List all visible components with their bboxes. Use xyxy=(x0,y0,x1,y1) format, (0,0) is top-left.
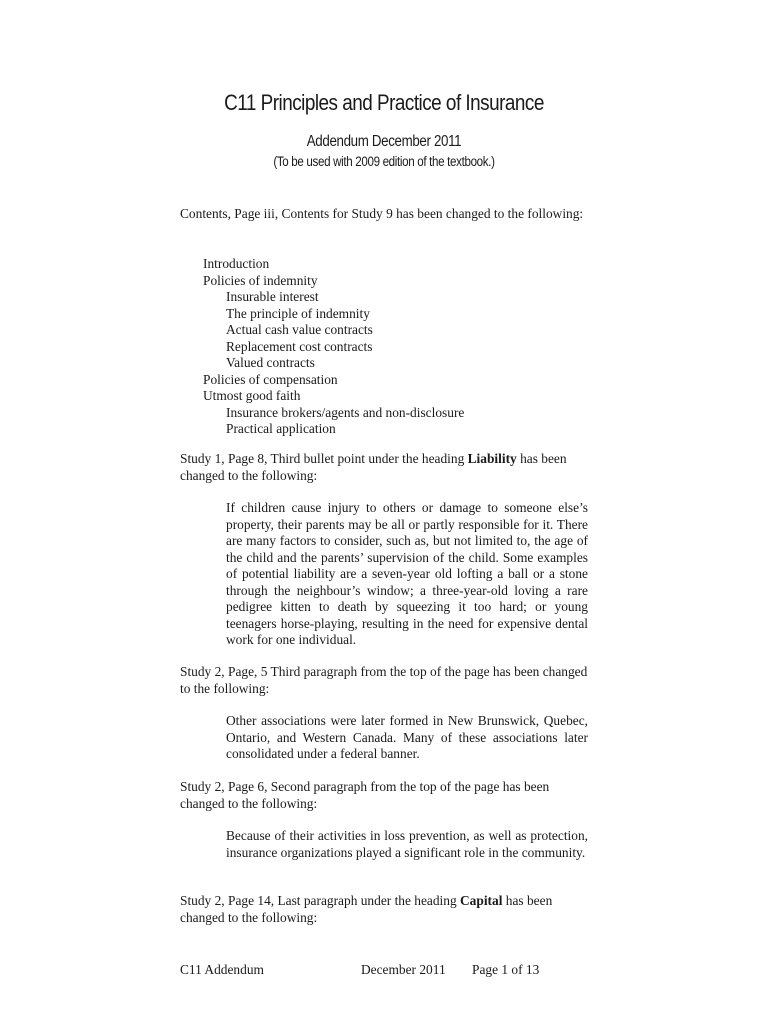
toc-item: Introduction xyxy=(203,256,270,271)
change-4-post: has been changed to the following: xyxy=(180,893,553,925)
toc-item: Actual cash value contracts xyxy=(226,322,373,337)
toc-item: Replacement cost contracts xyxy=(226,338,373,354)
change-3-quote: Because of their activities in loss prevention, as well as protection, insurance organizations played a significant role in the community. xyxy=(226,828,588,860)
table-of-contents xyxy=(203,256,464,438)
heading-capital: Capital xyxy=(460,893,503,908)
contents-intro: Contents, Page iii, Contents for Study 9 has been changed to the following: xyxy=(180,206,584,221)
change-1-quote: If children cause injury to others or damage to someone else’s property, their parents may be all or partly responsible for it. There are many factors to consider, such as, but not limited to, the age of the child and the parents’ supervision of the child. Some examples of potential liability are a seven-year old lofting a ball or a stone through the neighbour’s window; a three-year-old loving a rare pedigree kitten to death by squeezing it too hard; or young teenagers horse-playing, resulting in the need for expensive dental work for one individual. xyxy=(226,500,588,647)
toc-item: Insurable interest xyxy=(226,289,319,304)
document-title: C11 Principles and Practice of Insurance xyxy=(224,90,544,115)
change-1-pre: Study 1, Page 8, Third bullet point under the heading xyxy=(180,451,468,466)
toc-item: Insurance brokers/agents and non-disclosure xyxy=(226,404,465,420)
change-3-intro: Study 2, Page 6, Second paragraph from the top of the page has been changed to the following: xyxy=(180,779,550,811)
edition-note: (To be used with 2009 edition of the textbook.) xyxy=(273,154,495,169)
change-2-intro: Study 2, Page, 5 Third paragraph from the top of the page has been changed to the following: xyxy=(180,664,588,696)
toc-item: Practical application xyxy=(226,421,336,436)
document-subtitle: Addendum December 2011 xyxy=(306,133,462,150)
footer-date: December 2011 xyxy=(361,962,446,977)
change-2-quote: Other associations were later formed in New Brunswick, Quebec, Ontario, and Western Canada. Many of these associations later consolidated under a federal banner. xyxy=(226,713,588,761)
footer-page-number: Page 1 of 13 xyxy=(472,962,540,977)
heading-liability: Liability xyxy=(467,451,517,466)
toc-item: Utmost good faith xyxy=(203,388,301,403)
toc-item: Policies of compensation xyxy=(203,371,338,387)
change-4-intro xyxy=(180,893,588,926)
toc-item: Valued contracts xyxy=(226,355,315,370)
toc-item: Policies of indemnity xyxy=(203,272,318,288)
toc-item: The principle of indemnity xyxy=(226,305,370,321)
change-1-intro xyxy=(180,451,588,484)
footer-doc-name: C11 Addendum xyxy=(180,962,264,977)
change-4-pre: Study 2, Page 14, Last paragraph under the heading xyxy=(180,893,461,908)
change-1-post: has been changed to the following: xyxy=(180,451,567,483)
